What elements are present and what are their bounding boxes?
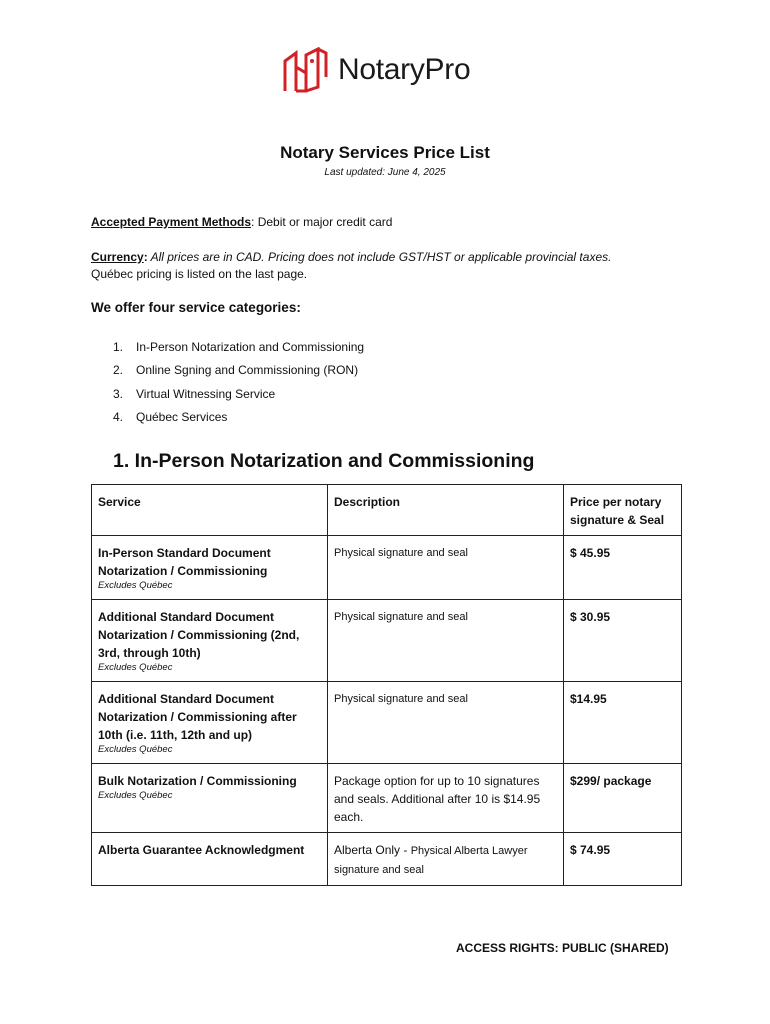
list-item-label: Virtual Witnessing Service (136, 386, 276, 401)
list-item (113, 387, 364, 410)
brand-name: NotaryPro (338, 53, 471, 86)
list-item-num: 2. (113, 363, 124, 378)
service-name: Additional Standard Document Notarization / Commissioning (2nd, 3rd, through 10th) (98, 610, 300, 660)
table-row (92, 764, 682, 833)
service-note: Excludes Québec (98, 744, 173, 755)
table-row (92, 833, 682, 886)
col-header-service: Service (92, 485, 328, 536)
currency-rest: Québec pricing is listed on the last page. (91, 267, 308, 281)
service-note: Excludes Québec (98, 662, 173, 673)
service-name: Additional Standard Document Notarization / Commissioning after 10th (i.e. 11th, 12th and up) (98, 692, 297, 742)
price-cell: $ 45.95 (564, 536, 682, 600)
description-cell (328, 833, 564, 886)
list-item (113, 340, 364, 363)
col-header-description: Description (328, 485, 564, 536)
description-region: Alberta Only - (334, 843, 411, 857)
category-list (113, 340, 364, 433)
table-row (92, 600, 682, 682)
list-item (113, 363, 364, 386)
payment-label: Accepted Payment Methods (91, 215, 252, 229)
list-item-num: 4. (113, 409, 124, 424)
service-name: In-Person Standard Document Notarization / Commissioning (98, 546, 271, 578)
last-updated: Last updated: June 4, 2025 (324, 167, 446, 178)
list-item-label: In-Person Notarization and Commissioning (136, 340, 365, 354)
price-cell: $ 74.95 (564, 833, 682, 886)
price-cell: $299/ package (564, 764, 682, 833)
col-header-price: Price per notary signature & Seal (564, 485, 682, 536)
service-name: Alberta Guarantee Acknowledgment (98, 843, 305, 857)
description-cell: Package option for up to 10 signatures and seals. Additional after 10 is $14.95 each. (328, 764, 564, 833)
service-cell (92, 682, 328, 764)
list-item-label: Québec Services (136, 409, 228, 424)
payment-methods (91, 214, 392, 231)
description-cell: Physical signature and seal (328, 600, 564, 682)
service-cell (92, 764, 328, 833)
list-item-num: 1. (113, 340, 124, 354)
currency-note (91, 249, 691, 283)
service-cell (92, 833, 328, 886)
currency-italic: All prices are in CAD. Pricing does not include GST/HST or applicable provincial taxes. (147, 250, 612, 264)
description-cell: Physical signature and seal (328, 682, 564, 764)
table-header-row (92, 485, 682, 536)
section-heading: 1. In-Person Notarization and Commissioning (113, 450, 535, 472)
list-item-num: 3. (113, 386, 124, 401)
payment-value: : Debit or major credit card (251, 215, 393, 229)
page-title: Notary Services Price List (280, 143, 490, 162)
service-cell (92, 600, 328, 682)
service-note: Excludes Québec (98, 790, 173, 801)
service-name: Bulk Notarization / Commissioning (98, 774, 297, 788)
table-row (92, 536, 682, 600)
description-cell: Physical signature and seal (328, 536, 564, 600)
list-item-label: Online Sgning and Commissioning (RON) (136, 363, 359, 378)
offer-heading: We offer four service categories: (91, 300, 301, 315)
access-rights: ACCESS RIGHTS: PUBLIC (SHARED) (456, 941, 669, 955)
currency-label: Currency (91, 250, 144, 264)
list-item (113, 410, 364, 433)
table-row (92, 682, 682, 764)
brand-logo (282, 47, 470, 93)
price-cell: $14.95 (564, 682, 682, 764)
currency-colon: : (143, 250, 148, 264)
service-cell (92, 536, 328, 600)
notarypro-logo-icon (282, 47, 330, 93)
price-cell: $ 30.95 (564, 600, 682, 682)
service-note: Excludes Québec (98, 580, 173, 591)
price-table (91, 484, 682, 886)
description-detail: Physical Alberta Lawyer signature and seal (334, 845, 528, 876)
